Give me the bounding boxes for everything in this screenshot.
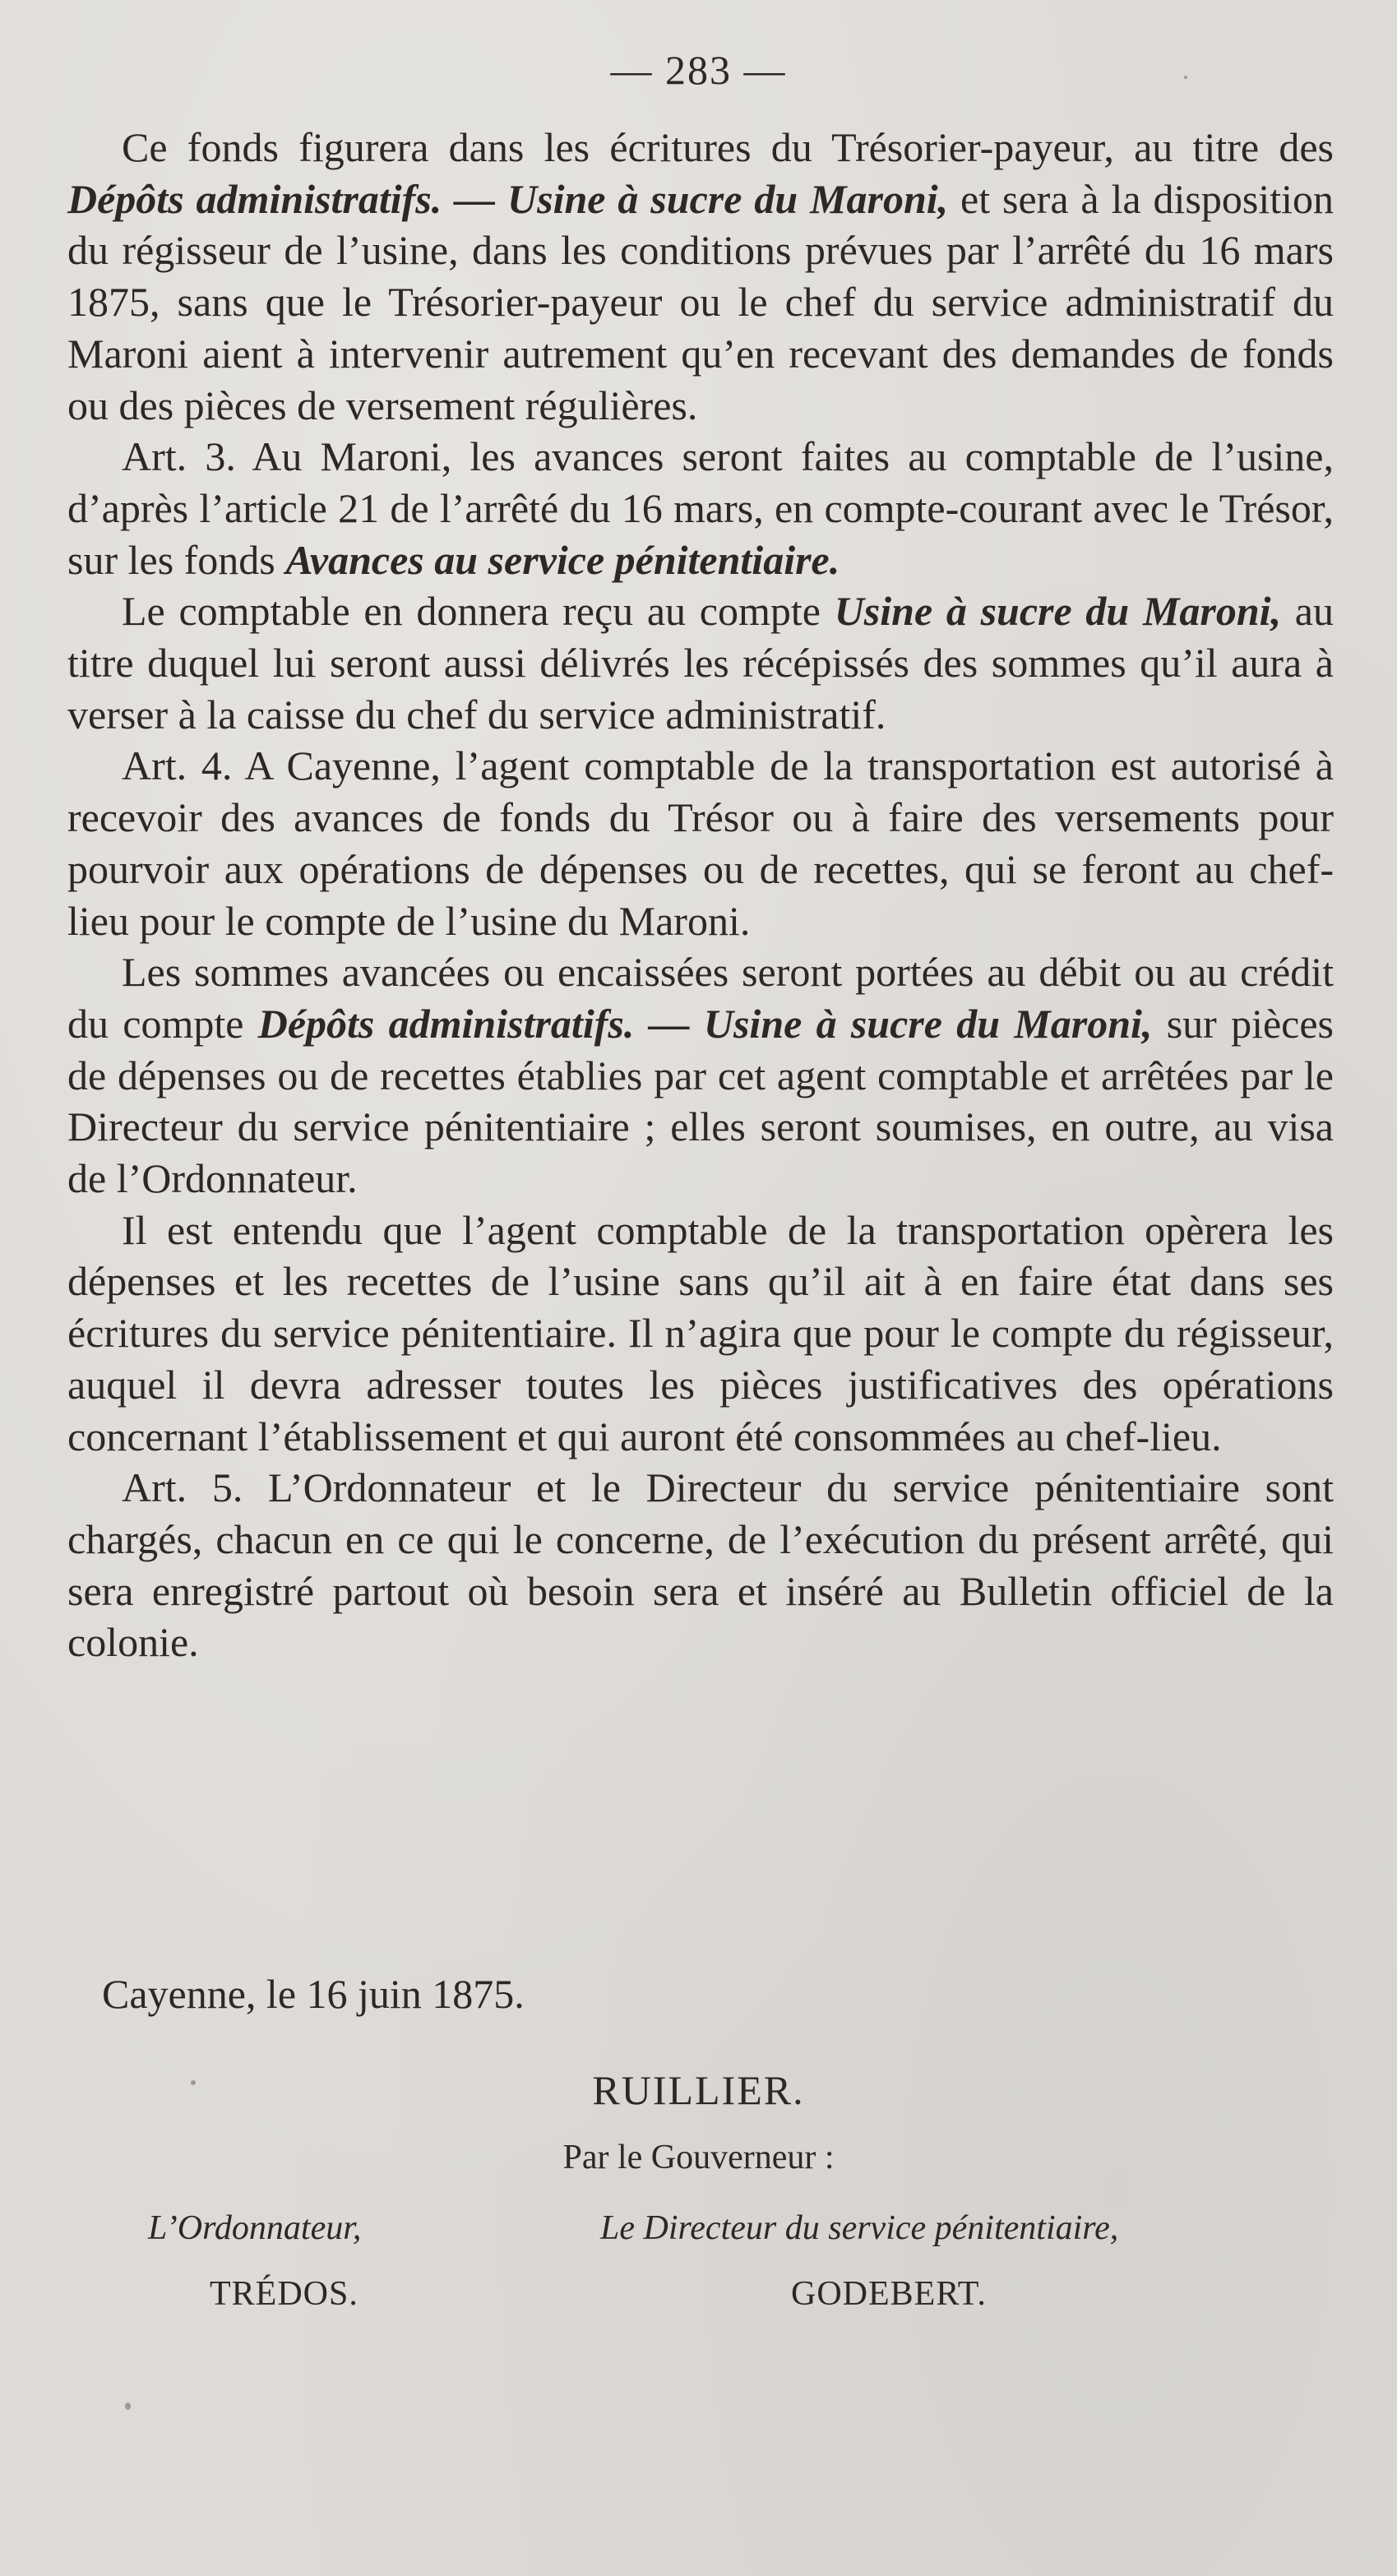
ordonnateur-name: TRÉDOS. bbox=[210, 2275, 359, 2313]
directeur-title: Le Directeur du service pénitentiaire, bbox=[600, 2209, 1119, 2247]
paragraph-text: au titre duquel lui seront aussi délivrés les récépissés des sommes qu’il aura à verser à la caisse du chef du service administratif. bbox=[67, 588, 1334, 738]
paragraph-text: Il est entendu que l’agent comptable de la transportation opèrera les dépenses et les recettes de l’usine sans qu’il ait à en faire état dans ses écritures du service pénitentiaire. Il n’agira que pour le compte du régisseur, auquel il devra adresser toutes les pièces justificatives des opérations concernant l’établissement et qui auront été consommées au chef-lieu. bbox=[67, 1206, 1334, 1459]
governor-signature: RUILLIER. bbox=[592, 2067, 805, 2113]
italic-account-name: Avances au service pénitentiaire. bbox=[285, 536, 840, 583]
paragraph-text: sur pièces de dépenses ou de recettes établies par cet agent comptable et arrêtées par le Directeur du service pénitentiaire ; elles seront soumises, en outre, au visa de l’Ordonnateur. bbox=[67, 1000, 1334, 1202]
paragraph-text: Art. 4. A Cayenne, l’agent comptable de la transportation est autorisé à recevoir des avances de fonds du Trésor ou à faire des versements pour pourvoir aux opérations de dépenses ou de recettes, qui se feront au chef-lieu pour le compte de l’usine du Maroni. bbox=[67, 742, 1334, 944]
paragraph bbox=[67, 585, 1334, 740]
paragraph bbox=[67, 740, 1334, 946]
paper-speck bbox=[1184, 76, 1187, 79]
place-date-line: Cayenne, le 16 juin 1875. bbox=[102, 1971, 525, 2017]
by-governor-line: Par le Gouverneur : bbox=[562, 2139, 835, 2176]
italic-account-name: Usine à sucre du Maroni, bbox=[834, 588, 1282, 635]
paragraph bbox=[67, 431, 1334, 585]
paragraph-text: Les sommes avancées ou encaissées seront portées au débit ou au crédit du compte bbox=[67, 949, 1334, 1047]
paragraph-text: Art. 3. Au Maroni, les avances seront faites au comptable de l’usine, d’après l’article 21 de l’arrêté du 16 mars, en compte-courant avec le Trésor, sur les fonds bbox=[67, 433, 1334, 583]
paragraph-text: Ce fonds figurera dans les écritures du Trésorier-payeur, au titre des bbox=[122, 124, 1334, 170]
body-text bbox=[67, 122, 1334, 1668]
directeur-name: GODEBERT. bbox=[791, 2275, 987, 2313]
paper-speck bbox=[125, 2403, 131, 2410]
paragraph bbox=[67, 1462, 1334, 1668]
paragraph bbox=[67, 1205, 1334, 1463]
paragraph-text: Art. 5. L’Ordonnateur et le Directeur du service pénitentiaire sont chargés, chacun en ce qui le concerne, de l’exécution du présent arrêté, qui sera enregistré partout où besoin sera et inséré au Bulletin officiel de la colonie. bbox=[67, 1464, 1334, 1666]
paragraph-text: Le comptable en donnera reçu au compte bbox=[122, 588, 835, 635]
paragraph bbox=[67, 122, 1334, 431]
italic-account-name: Dépôts administratifs. — Usine à sucre du Maroni, bbox=[67, 175, 949, 222]
ordonnateur-title: L’Ordonnateur, bbox=[148, 2209, 362, 2247]
paragraph bbox=[67, 946, 1334, 1205]
paper-speck bbox=[191, 2080, 196, 2085]
paragraph-text: et sera à la disposition du régisseur de l’usine, dans les conditions prévues par l’arrêté du 16 mars 1875, sans que le Trésorier-payeur ou le chef du service administratif du Maroni aient à intervenir autrement qu’en recevant des demandes de fonds ou des pièces de versement régulières. bbox=[67, 175, 1334, 428]
italic-account-name: Dépôts administratifs. — Usine à sucre du Maroni, bbox=[257, 1000, 1153, 1047]
page-number: — 283 — bbox=[610, 47, 787, 93]
